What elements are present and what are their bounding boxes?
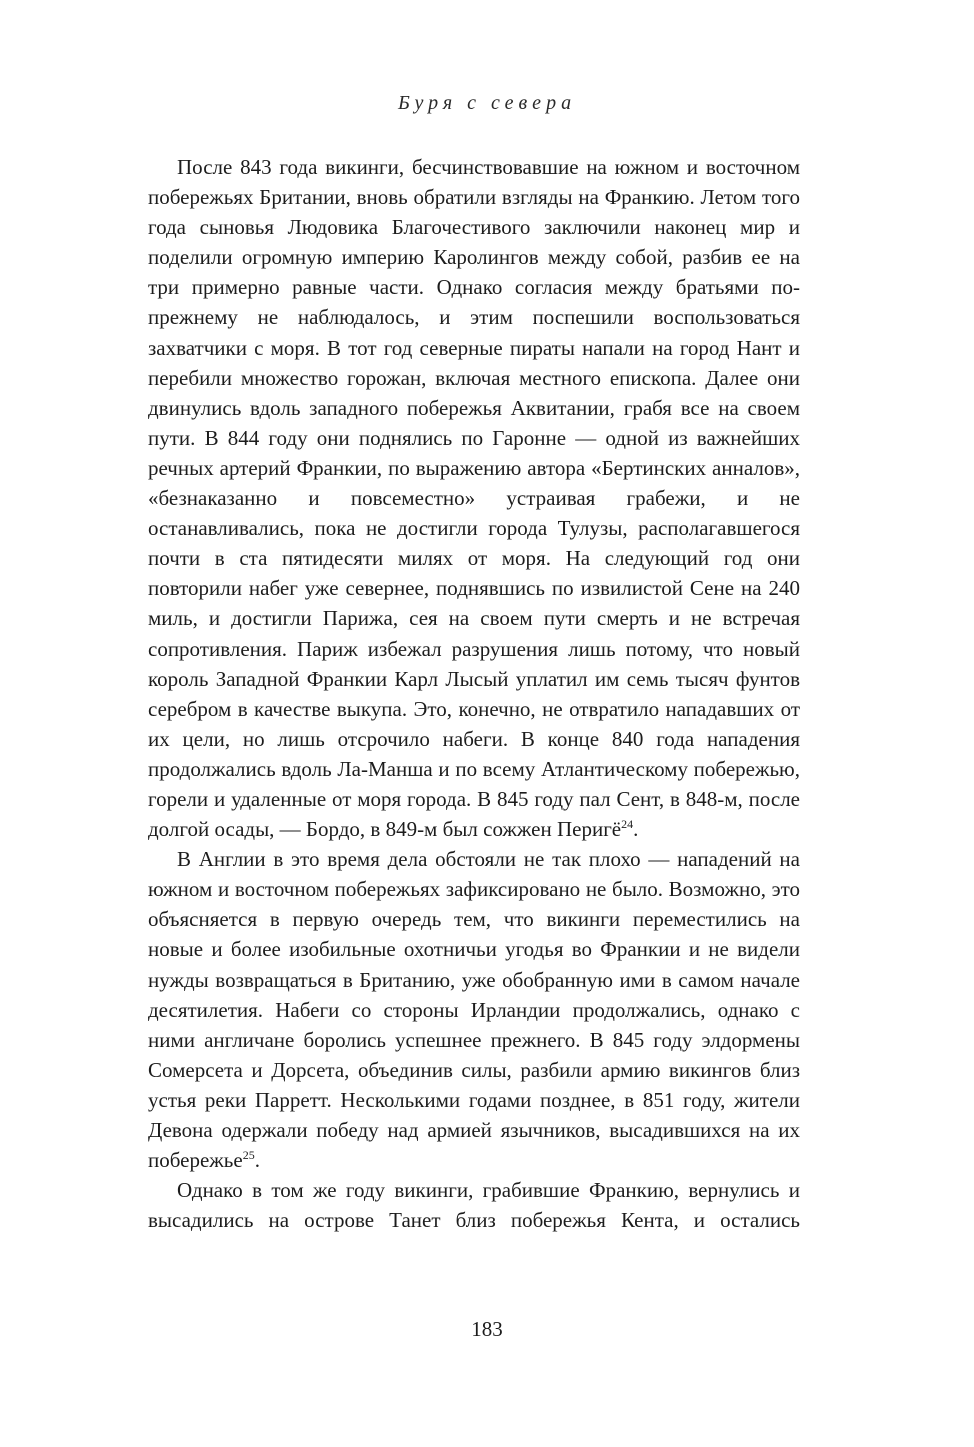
running-head-title: Буря с севера <box>397 92 577 114</box>
footnote-marker[interactable]: 24 <box>621 817 634 832</box>
paragraph-tail: . <box>254 1148 260 1173</box>
paragraph-text: Однако в том же году викинги, грабившие Франкию, вернулись и высадились на острове Танет близ побережья Кента, и остались <box>148 1178 800 1233</box>
footnote-marker[interactable]: 25 <box>242 1148 255 1163</box>
paragraph-text: После 843 года викинги, бесчинствовавшие на южном и восточном побережьях Британии, вновь обратили взгляды на Франкию. Летом того года сыновья Людовика Благочестивого заключили наконец мир и поделили огромную империю Каролингов между собой, разбив ее на три примерно равные части. Однако согласия между братьями по-прежнему не наблюдалось, и этим поспешили воспользоваться захватчики с моря. В тот год северные пираты напали на город Нант и перебили множество горожан, включая местного епископа. Далее они двинулись вдоль западного побережья Аквитании, грабя все на своем пути. В 844 году они поднялись по Гаронне — одной из важнейших речных артерий Франкии, по выражению автора «Бертинских анналов», «безнаказанно и повсеместно» устраивая грабежи, и не останавливались, пока не достигли города Тулузы, располагавшегося почти в ста пятидесяти милях от моря. На следующий год они повторили набег уже севернее, поднявшись по извилистой Сене на 240 миль, и достигли Парижа, сея на своем пути смерть и не встречая сопротивления. Париж избежал разрушения лишь потому, что новый король Западной Франкии Карл Лысый уплатил им семь тысяч фунтов серебром в качестве выкупа. Это, конечно, не отвратило нападавших от их цели, но лишь отсрочило набеги. В конце 840 года нападения продолжались вдоль Ла-Манша и по всему Атлантическому побережью, горели и удаленные от моря города. В 845 году пал Сент, в 848-м, после долгой осады, — Бордо, в 849-м был сожжен Перигё <box>148 155 800 842</box>
paragraph <box>148 1175 800 1235</box>
page-number: 183 <box>471 1317 503 1341</box>
paragraph <box>148 844 800 1175</box>
body-text <box>148 152 800 1235</box>
paragraph <box>148 152 800 844</box>
paragraph-text: В Англии в это время дела обстояли не так плохо — нападений на южном и восточном побережьях зафиксировано не было. Возможно, это объясняется в первую очередь тем, что викинги переместились на новые и более изобильные охотничьи угодья во Франкии и не видели нужды возвращаться в Британию, уже обобранную ими в самом начале десятилетия. Набеги со стороны Ирландии продолжались, однако с ними англичане боролись успешнее прежнего. В 845 году элдормены Сомерсета и Дорсета, объединив силы, разбили армию викингов близ устья реки Парретт. Несколькими годами позднее, в 851 году, жители Девона одержали победу над армией язычников, высадившихся на их побережье <box>148 847 800 1173</box>
paragraph-tail: . <box>633 817 639 842</box>
